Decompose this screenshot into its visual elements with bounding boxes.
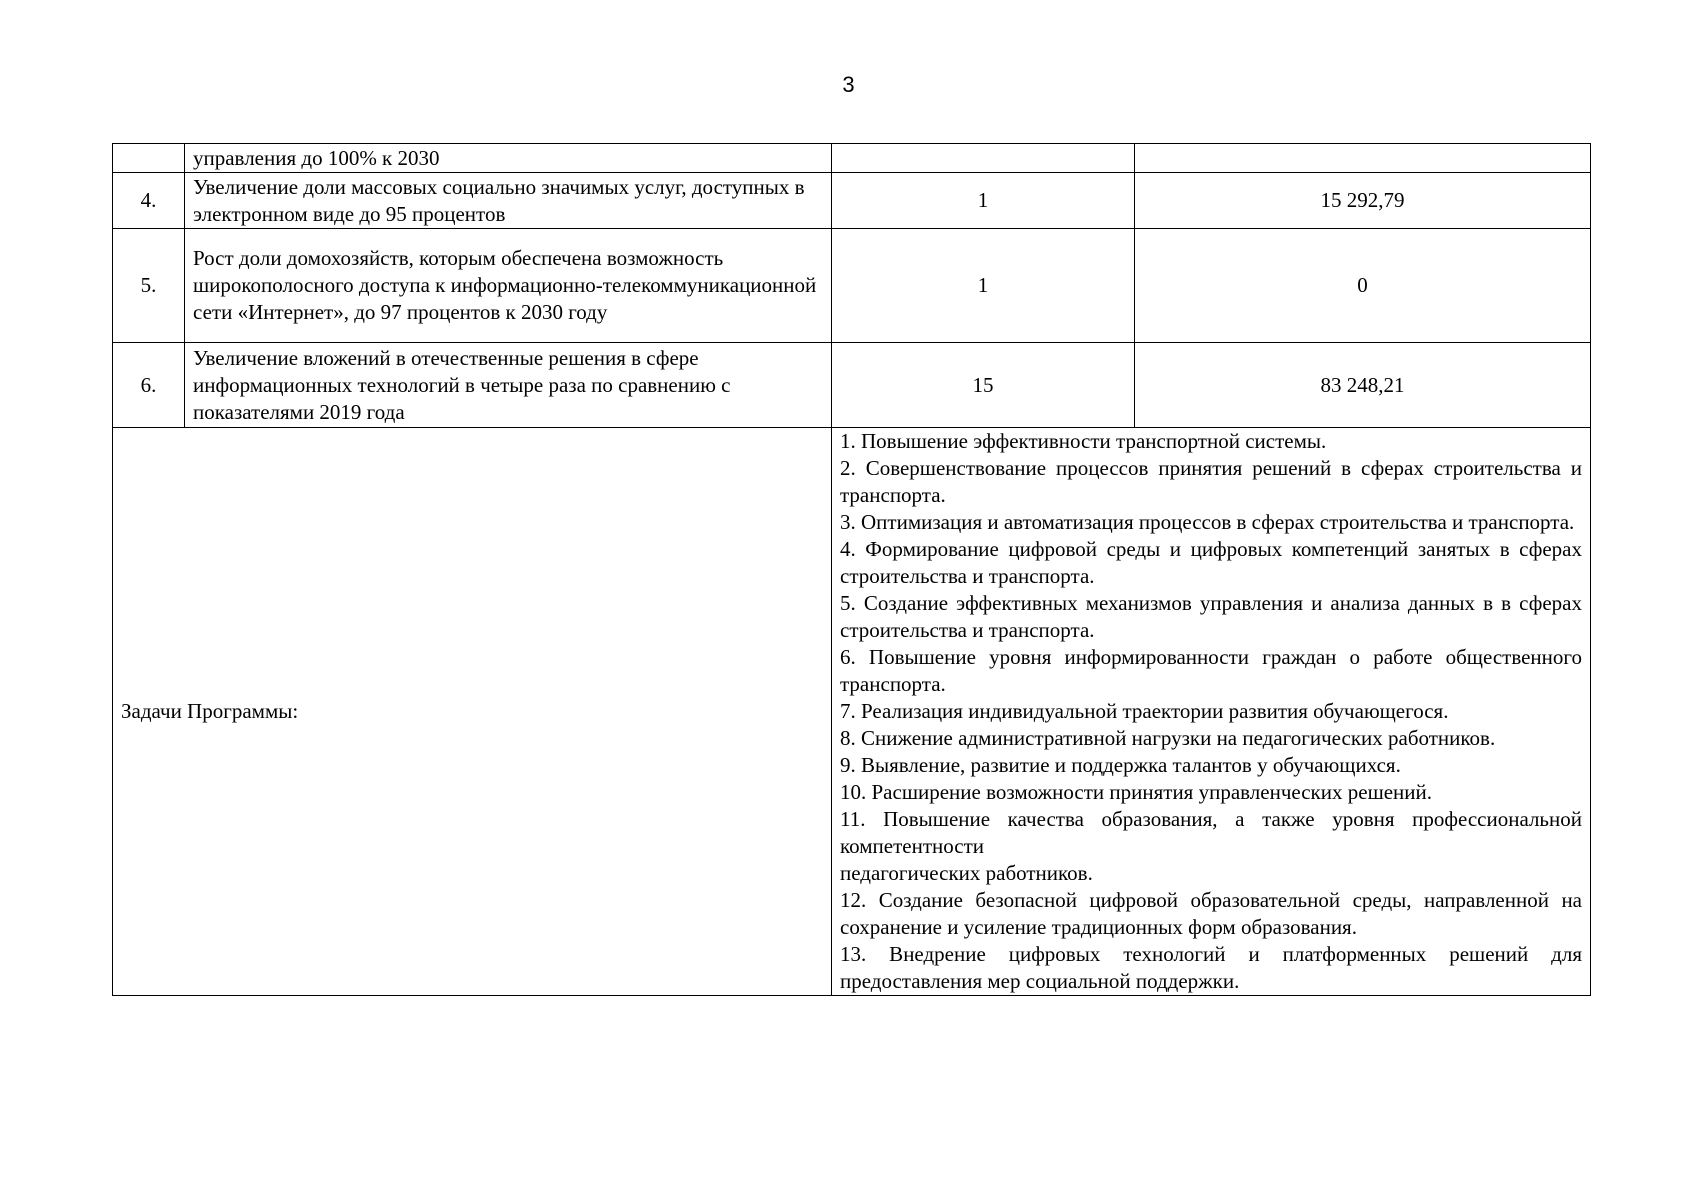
- task-item: педагогических работников.: [840, 861, 1093, 885]
- row-value-2: 83 248,21: [1135, 343, 1591, 428]
- task-item: 4. Формирование цифровой среды и цифровых компетенций занятых в сферах строительства и транспорта.: [840, 537, 1582, 588]
- row-number: 5.: [113, 229, 185, 343]
- row-value-1: 1: [832, 229, 1135, 343]
- row-number: 6.: [113, 343, 185, 428]
- tasks-row: [113, 428, 1591, 996]
- table-row: [113, 229, 1591, 343]
- task-item: 3. Оптимизация и автоматизация процессов в сферах строительства и транспорта.: [840, 510, 1575, 534]
- table-row: [113, 173, 1591, 229]
- task-item: 11. Повышение качества образования, а также уровня профессиональной компетентности: [840, 807, 1582, 858]
- task-item: 13. Внедрение цифровых технологий и платформенных решений для предоставления мер социальной поддержки.: [840, 942, 1582, 993]
- row-value-2: 0: [1135, 229, 1591, 343]
- row-value-1: 1: [832, 173, 1135, 229]
- task-item: 12. Создание безопасной цифровой образовательной среды, направленной на сохранение и усиление традиционных форм образования.: [840, 888, 1582, 939]
- row-description: Увеличение вложений в отечественные решения в сфере информационных технологий в четыре раза по сравнению с показателями 2019 года: [185, 343, 832, 428]
- row-number: 4.: [113, 173, 185, 229]
- row-description: Рост доли домохозяйств, которым обеспечена возможность широкополосного доступа к информационно-телекоммуникационной сети «Интернет», до 97 процентов к 2030 году: [185, 229, 832, 343]
- task-item: 1. Повышение эффективности транспортной системы.: [840, 429, 1327, 453]
- program-table: [112, 143, 1591, 996]
- row-value-1: 15: [832, 343, 1135, 428]
- row-number: [113, 144, 185, 173]
- task-item: 6. Повышение уровня информированности граждан о работе общественного транспорта.: [840, 645, 1582, 696]
- row-description: Увеличение доли массовых социально значимых услуг, доступных в электронном виде до 95 процентов: [185, 173, 832, 229]
- task-item: 7. Реализация индивидуальной траектории развития обучающегося.: [840, 699, 1449, 723]
- row-value-1: [832, 144, 1135, 173]
- task-item: 9. Выявление, развитие и поддержка талантов у обучающихся.: [840, 753, 1401, 777]
- row-value-2: [1135, 144, 1591, 173]
- task-item: 8. Снижение административной нагрузки на педагогических работников.: [840, 726, 1496, 750]
- table-row: [113, 343, 1591, 428]
- table-row: [113, 144, 1591, 173]
- task-item: 2. Совершенствование процессов принятия решений в сферах строительства и транспорта.: [840, 456, 1582, 507]
- task-item: 5. Создание эффективных механизмов управления и анализа данных в в сферах строительства и транспорта.: [840, 591, 1582, 642]
- task-item: 10. Расширение возможности принятия управленческих решений.: [840, 780, 1433, 804]
- page-number: 3: [842, 72, 855, 97]
- row-value-2: 15 292,79: [1135, 173, 1591, 229]
- tasks-list: [832, 428, 1591, 996]
- tasks-label: Задачи Программы:: [113, 428, 832, 996]
- row-description: управления до 100% к 2030: [185, 144, 832, 173]
